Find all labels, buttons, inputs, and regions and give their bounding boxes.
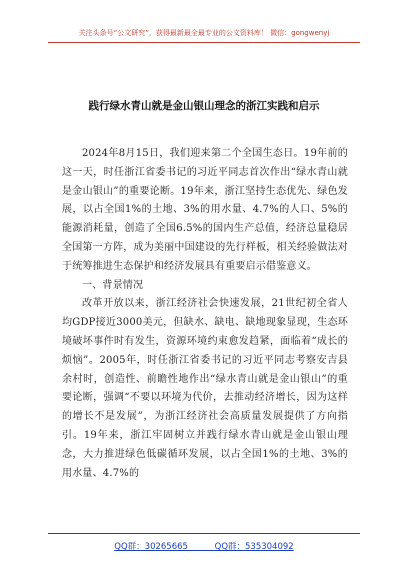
background-paragraph: 改革开放以来，浙江经济社会快速发展，21世纪初全省人均GDP接近3000美元，但缺水、缺电、缺地现象显现，生态环境破坏事件时有发生，资源环境约束愈发趋紧，面临着“成长的烦恼”。2005年，时任浙江省委书记的习近平同志考察安吉县余村时，创造性、前瞻性地作出“绿水青山就是金山银山”的重要论断，强调“不要以环境为代价，去推动经济增长，因为这样的增长不是发展”，为浙江经济社会高质量发展提供了方向指引。19年来，浙江牢固树立并践行绿水青山就是金山银山理念，大力推进绿色低碳循环发展，以占全国1%的土地、3%的用水量、4.7%的 bbox=[62, 298, 348, 479]
header-divider bbox=[48, 42, 360, 43]
header-banner: 关注头条号“公文研究”，获得最新最全最专业的公文资料库！ 微信：gongwenyj bbox=[78, 29, 330, 37]
qq-group-2[interactable]: QQ群：535304092 bbox=[214, 542, 294, 552]
section-heading: 一、背景情况 bbox=[82, 279, 144, 291]
footer-divider bbox=[48, 533, 360, 534]
footer-contacts bbox=[0, 540, 408, 552]
intro-paragraph: 2024年8月15日，我们迎来第二个全国生态日。19年前的这一天，时任浙江省委书记的习近平同志首次作出“绿水青山就是金山银山”的重要论断。19年来，浙江坚持生态优先、绿色发展，以占全国1%的土地、3%的用水量、4.7%的人口、5%的能源消耗量，创造了全国6.5%的国内生产总值，经济总量稳居全国第一方阵，成为美丽中国建设的先行样板，相关经验做法对于统筹推进生态保护和经济发展具有重要启示借鉴意义。 bbox=[62, 148, 348, 272]
document-title: 践行绿水青山就是金山银山理念的浙江实践和启示 bbox=[88, 100, 320, 112]
qq-group-1[interactable]: QQ群：30265665 bbox=[114, 542, 188, 552]
document-body bbox=[62, 145, 348, 483]
